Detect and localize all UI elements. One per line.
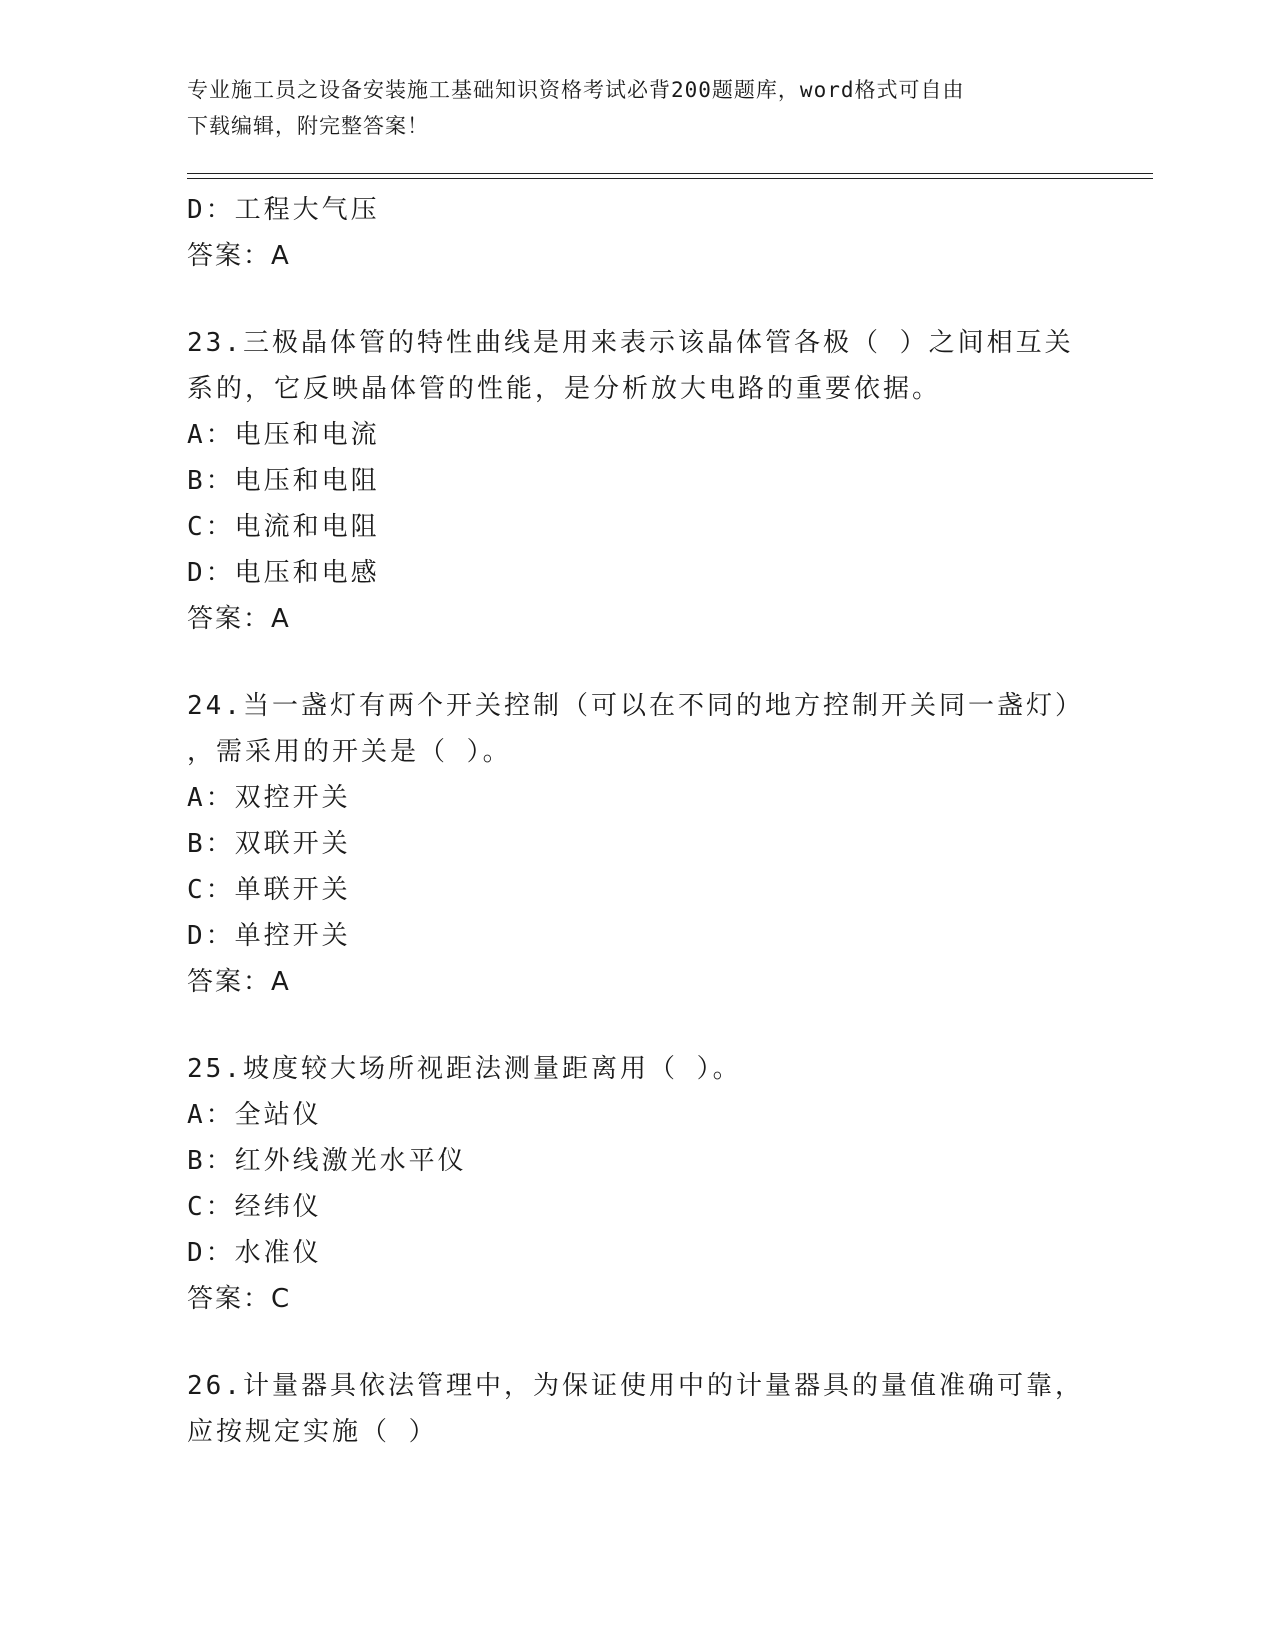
answer: 答案：A (187, 604, 291, 634)
option-a: A：全站仪 (187, 1100, 322, 1130)
prev-question-tail (187, 187, 1067, 279)
option-b: B：双联开关 (187, 829, 351, 859)
question-24 (187, 683, 1084, 1005)
question-text-line-1: 25.坡度较大场所视距法测量距离用（ ）。 (187, 1054, 742, 1084)
option-d: D：电压和电感 (187, 558, 380, 588)
question-list (187, 187, 1084, 1455)
question-text-line-2: 系的，它反映晶体管的性能，是分析放大电路的重要依据。 (187, 374, 942, 404)
option-a: A：电压和电流 (187, 420, 380, 450)
header-title-line-1: 专业施工员之设备安装施工基础知识资格考试必背200题题库，word格式可自由 (187, 78, 965, 102)
question-25 (187, 1046, 1067, 1322)
answer: 答案：A (187, 967, 291, 997)
question-text-line-2: 应按规定实施（ ） (187, 1417, 438, 1447)
option-c: C：电流和电阻 (187, 512, 380, 542)
question-text-line-1: 23.三极晶体管的特性曲线是用来表示该晶体管各极（ ）之间相互关 (187, 328, 1074, 358)
option-a: A：双控开关 (187, 783, 351, 813)
question-26 (187, 1363, 1084, 1455)
option-d: D：水准仪 (187, 1238, 322, 1268)
header-title-line-2: 下载编辑，附完整答案！ (187, 114, 429, 138)
document-header (187, 72, 1067, 144)
question-text-line-1: 26.计量器具依法管理中，为保证使用中的计量器具的量值准确可靠， (187, 1371, 1084, 1401)
answer: 答案：C (187, 1284, 292, 1314)
option-c: C：经纬仪 (187, 1192, 322, 1222)
option-d: D：工程大气压 (187, 195, 380, 225)
answer: 答案：A (187, 241, 291, 271)
option-b: B：电压和电阻 (187, 466, 380, 496)
header-divider-bottom (187, 178, 1153, 179)
header-divider-top (187, 173, 1153, 174)
question-text-line-2: ，需采用的开关是（ ）。 (187, 737, 512, 767)
option-d: D：单控开关 (187, 921, 351, 951)
option-c: C：单联开关 (187, 875, 351, 905)
question-23 (187, 320, 1074, 642)
option-b: B：红外线激光水平仪 (187, 1146, 467, 1176)
question-text-line-1: 24.当一盏灯有两个开关控制（可以在不同的地方控制开关同一盏灯） (187, 691, 1084, 721)
